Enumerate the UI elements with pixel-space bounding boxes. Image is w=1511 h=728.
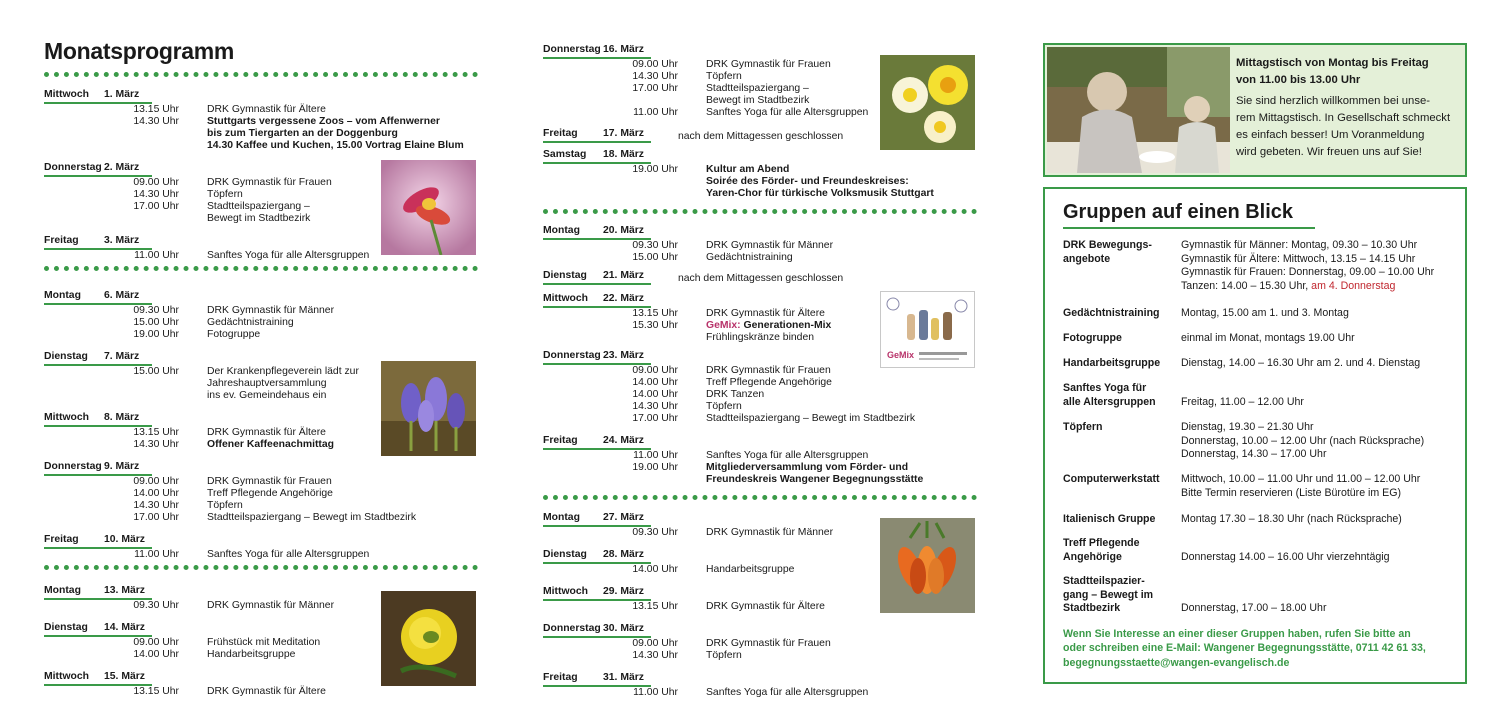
event-row <box>44 317 480 329</box>
event-time: 09.00 Uhr <box>133 177 179 188</box>
event-time: 17.00 Uhr <box>632 83 678 94</box>
date: 23. März <box>603 350 645 361</box>
gruppe-value: Gymnastik für Männer: Montag, 09.30 – 10.30 Uhr Gymnastik für Ältere: Mittwoch, 13.15 – 14.15 Uhr Gymnastik für Frauen: Donnerstag, 09.00 – 10.00 Uhr Tanzen: 14.00 – 15.30 Uhr, <box>1181 239 1435 292</box>
event-text: Gedächtnistraining <box>706 252 793 263</box>
weekday: Freitag <box>44 534 79 545</box>
event-text: DRK Gymnastik für Ältere <box>207 686 326 697</box>
page-title: Monatsprogramm <box>44 38 235 64</box>
event-row <box>543 462 979 486</box>
event-text: Töpfern <box>207 500 243 511</box>
daffodil-photo <box>880 55 975 150</box>
date: 8. März <box>104 412 140 423</box>
gruppe-value: Donnerstag 14.00 – 16.00 Uhr vierzehntägig <box>1181 550 1390 563</box>
event-time: 13.15 Uhr <box>632 308 678 319</box>
event-time: 14.00 Uhr <box>133 649 179 660</box>
weekday: Donnerstag <box>543 44 601 55</box>
event-text: Treff Pflegende Angehörige <box>706 377 832 388</box>
event-row <box>44 549 480 561</box>
event-time: 15.00 Uhr <box>133 317 179 328</box>
day-entry <box>543 225 979 264</box>
gruppe-row <box>1063 473 1463 500</box>
event-time: 09.30 Uhr <box>133 600 179 611</box>
weekday: Donnerstag <box>543 350 601 361</box>
weekday: Montag <box>44 290 81 301</box>
day-entry <box>44 461 480 524</box>
event-time: 14.30 Uhr <box>133 189 179 200</box>
weekday: Dienstag <box>543 549 587 560</box>
event-row <box>44 476 480 488</box>
gruppe-row <box>1063 332 1463 346</box>
gruppe-label: Töpfern <box>1063 421 1103 433</box>
event-row <box>44 305 480 317</box>
weekday: Freitag <box>543 435 578 446</box>
event-text: Generationen-Mix <box>740 320 832 331</box>
event-time: 15.00 Uhr <box>632 252 678 263</box>
event-time: 14.00 Uhr <box>632 564 678 575</box>
event-text: Stadtteilspaziergang – Bewegt im Stadtbezirk <box>706 83 810 106</box>
event-row <box>543 377 979 389</box>
event-time: 09.00 Uhr <box>632 638 678 649</box>
event-time: 09.30 Uhr <box>632 240 678 251</box>
weekday: Mittwoch <box>44 412 90 423</box>
weekday: Samstag <box>543 149 587 160</box>
event-text: Der Krankenpflegeverein lädt zur Jahreshauptversammlung ins ev. Gemeindehaus ein <box>207 366 359 401</box>
event-time: 14.30 Uhr <box>632 401 678 412</box>
event-time: 19.00 Uhr <box>133 329 179 340</box>
event-row <box>543 687 979 699</box>
event-row <box>543 164 979 200</box>
gruppe-row <box>1063 307 1463 321</box>
date: 18. März <box>603 149 645 160</box>
gruppe-value: Mittwoch, 10.00 – 11.00 Uhr und 11.00 – 12.00 Uhr Bitte Termin reservieren (Liste Bürotüre im EG) <box>1181 473 1421 499</box>
event-text: Töpfern <box>706 401 742 412</box>
event-row <box>44 686 480 698</box>
gruppe-value: Dienstag, 14.00 – 16.30 Uhr am 2. und 4. Dienstag <box>1181 357 1421 369</box>
weekday: Freitag <box>44 235 79 246</box>
event-time: 11.00 Uhr <box>633 107 678 118</box>
event-text: Töpfern <box>207 189 243 200</box>
event-time: 13.15 Uhr <box>133 427 179 438</box>
divider-dots <box>543 495 977 500</box>
date: 21. März <box>603 270 645 281</box>
event-time: 11.00 Uhr <box>134 549 179 560</box>
event-time: 13.15 Uhr <box>632 601 678 612</box>
event-text: Kultur am Abend Soirée des Förder- und Freundeskreises: Yaren-Chor für türkische Volksmusik Stuttgart <box>706 164 934 199</box>
date: 9. März <box>104 461 140 472</box>
weekday: Dienstag <box>543 270 587 281</box>
mittagstisch-photo <box>1047 47 1230 173</box>
weekday: Mittwoch <box>543 586 589 597</box>
event-row <box>44 104 480 116</box>
day-entry <box>543 149 979 200</box>
date: 3. März <box>104 235 140 246</box>
event-time: 09.00 Uhr <box>632 365 678 376</box>
mittagstisch-heading: Mittagstisch von Montag bis Freitag von 11.00 bis 13.00 Uhr <box>1236 57 1429 86</box>
gruppe-label: Computerwerkstatt <box>1063 473 1160 485</box>
gruppe-row <box>1063 357 1463 371</box>
gruppe-row <box>1063 537 1463 564</box>
event-text: Handarbeitsgruppe <box>706 564 795 575</box>
event-text: Offener Kaffeenachmittag <box>207 439 335 450</box>
date: 29. März <box>603 586 645 597</box>
event-text: DRK Gymnastik für Ältere <box>207 104 326 115</box>
divider-dots <box>44 72 478 77</box>
event-time: 14.30 Uhr <box>133 116 179 127</box>
event-time: 09.30 Uhr <box>632 527 678 538</box>
event-text: Fotogruppe <box>207 329 261 340</box>
weekday: Montag <box>543 225 580 236</box>
mittagstisch-body: Sie sind herzlich willkommen bei unse- rem Mittagstisch. In Gesellschaft schmeckt es einfach besser! Um Voranmeldung wird gebeten. Wir freuen uns auf Sie! <box>1236 95 1451 158</box>
date: 16. März <box>603 44 645 55</box>
event-row <box>543 389 979 401</box>
event-text: DRK Gymnastik für Frauen <box>706 59 831 70</box>
event-text: DRK Gymnastik für Frauen <box>706 365 831 376</box>
weekday: Montag <box>44 585 81 596</box>
crocus-photo <box>381 361 476 456</box>
event-time: 11.00 Uhr <box>633 450 678 461</box>
event-time: 19.00 Uhr <box>632 164 678 175</box>
event-text: Sanftes Yoga für alle Altersgruppen <box>207 250 370 261</box>
event-time: 09.00 Uhr <box>133 476 179 487</box>
event-time: 19.00 Uhr <box>632 462 678 473</box>
gruppe-label: Fotogruppe <box>1063 332 1122 344</box>
event-row <box>44 512 480 524</box>
event-row <box>543 650 979 662</box>
day-entry <box>543 672 979 699</box>
date: 27. März <box>603 512 645 523</box>
gruppe-label: Sanftes Yoga für alle Altersgruppen <box>1063 382 1156 408</box>
event-text: DRK Gymnastik für Männer <box>207 600 335 611</box>
weekday: Dienstag <box>44 622 88 633</box>
divider-dots <box>44 565 478 570</box>
event-time: 15.30 Uhr <box>632 320 678 331</box>
event-time: 14.30 Uhr <box>632 71 678 82</box>
date: 14. März <box>104 622 146 633</box>
mittagstisch-panel <box>1043 43 1467 177</box>
day-entry <box>543 149 979 200</box>
event-text: Sanftes Yoga für alle Altersgruppen <box>207 549 370 560</box>
event-text: DRK Gymnastik für Männer <box>706 527 834 538</box>
gruppe-row <box>1063 421 1463 462</box>
date: 10. März <box>104 534 146 545</box>
contact-text: Wenn Sie Interesse an einer dieser Gruppen haben, rufen Sie bitte an oder schreiben eine E-Mail: Wangener Begegnungsstätte, 0711 42 61 33, begegnungsstaette@wangen-evangelisch.de <box>1063 628 1426 669</box>
event-text: Stadtteilspaziergang – Bewegt im Stadtbezirk <box>706 413 916 424</box>
day-entry <box>543 623 979 662</box>
event-text: Frühstück mit Meditation <box>207 637 321 648</box>
gruppe-label: Gedächtnistraining <box>1063 307 1160 319</box>
weekday: Dienstag <box>44 351 88 362</box>
event-text: DRK Gymnastik für Ältere <box>706 601 825 612</box>
closed-note: nach dem Mittagessen geschlossen <box>678 273 844 284</box>
date: 2. März <box>104 162 140 173</box>
day-entry <box>44 89 480 152</box>
weekday: Donnerstag <box>44 162 102 173</box>
event-text: Sanftes Yoga für alle Altersgruppen <box>706 687 869 698</box>
weekday: Donnerstag <box>44 461 102 472</box>
gruppe-value: Dienstag, 19.30 – 21.30 Uhr Donnerstag, 10.00 – 12.00 Uhr (nach Rücksprache) Donnerstag, 14.30 – 17.00 Uhr <box>1181 421 1425 461</box>
gruppe-label: Stadtteilspazier- gang – Bewegt im Stadtbezirk <box>1063 575 1154 615</box>
event-row <box>44 488 480 500</box>
gruppe-value: einmal im Monat, montags 19.00 Uhr <box>1181 332 1355 344</box>
gruppe-label: Italienisch Gruppe <box>1063 513 1156 525</box>
event-row <box>543 450 979 462</box>
event-text: Frühlingskränze binden <box>706 332 815 343</box>
date: 13. März <box>104 585 146 596</box>
gruppe-value: Donnerstag, 17.00 – 18.00 Uhr <box>1181 602 1327 615</box>
event-time: 14.00 Uhr <box>632 377 678 388</box>
date: 30. März <box>603 623 645 634</box>
date: 6. März <box>104 290 140 301</box>
day-entry <box>543 435 979 486</box>
event-time: 14.00 Uhr <box>133 488 179 499</box>
event-text: DRK Gymnastik für Ältere <box>207 427 326 438</box>
event-time: 14.30 Uhr <box>632 650 678 661</box>
date: 15. März <box>104 671 146 682</box>
gruppe-label: Handarbeitsgruppe <box>1063 357 1161 369</box>
event-text: Töpfern <box>706 650 742 661</box>
title-underline <box>1063 227 1315 229</box>
gruppe-value: Montag, 15.00 am 1. und 3. Montag <box>1181 307 1349 319</box>
date: 7. März <box>104 351 140 362</box>
mittagstisch-text <box>1236 55 1461 161</box>
date: 17. März <box>603 128 645 139</box>
gemix-label: GeMix: <box>706 320 741 331</box>
event-text: DRK Gymnastik für Frauen <box>706 638 831 649</box>
gruppe-row <box>1063 239 1463 293</box>
gruppe-highlight: am 4. Donnerstag <box>1311 279 1396 292</box>
event-time: 11.00 Uhr <box>134 250 179 261</box>
event-row <box>543 638 979 650</box>
event-text: DRK Gymnastik für Ältere <box>706 308 825 319</box>
event-text: Gedächtnistraining <box>207 317 294 328</box>
weekday: Freitag <box>543 672 578 683</box>
event-row <box>543 413 979 425</box>
gruppen-title: Gruppen auf einen Blick <box>1063 201 1294 223</box>
day-entry <box>44 290 480 341</box>
event-time: 09.00 Uhr <box>632 59 678 70</box>
flower-photo-pink <box>381 160 476 255</box>
day-entry <box>543 270 979 285</box>
event-text: DRK Gymnastik für Männer <box>706 240 834 251</box>
gruppe-row <box>1063 513 1463 527</box>
event-text: DRK Gymnastik für Männer <box>207 305 335 316</box>
weekday: Mittwoch <box>44 671 90 682</box>
event-time: 11.00 Uhr <box>633 687 678 698</box>
date: 22. März <box>603 293 645 304</box>
event-time: 14.00 Uhr <box>632 389 678 400</box>
event-text: Stuttgarts vergessene Zoos – vom Affenwerner bis zum Tiergarten an der Doggenburg 14.30 Kaffee und Kuchen, 15.00 Vortrag Elaine Blum <box>207 116 464 151</box>
event-text: Sanftes Yoga für alle Altersgruppen <box>706 107 869 118</box>
event-text: Stadtteilspaziergang – Bewegt im Stadtbezirk <box>207 201 311 224</box>
event-row <box>543 401 979 413</box>
event-row <box>543 252 979 264</box>
event-time: 17.00 Uhr <box>133 512 179 523</box>
event-time: 14.30 Uhr <box>133 500 179 511</box>
weekday: Freitag <box>543 128 578 139</box>
divider-dots <box>44 266 478 271</box>
svg-text:GeMix: GeMix <box>887 350 915 360</box>
event-time: 09.00 Uhr <box>133 637 179 648</box>
event-row <box>44 329 480 341</box>
weekday: Mittwoch <box>543 293 589 304</box>
event-row <box>543 240 979 252</box>
closed-note: nach dem Mittagessen geschlossen <box>678 131 844 142</box>
event-time: 14.30 Uhr <box>133 439 179 450</box>
event-text: DRK Tanzen <box>706 389 765 400</box>
event-text: Treff Pflegende Angehörige <box>207 488 333 499</box>
event-time: 17.00 Uhr <box>632 413 678 424</box>
gruppe-row <box>1063 575 1463 616</box>
event-time: 15.00 Uhr <box>133 366 179 377</box>
event-time: 13.15 Uhr <box>133 104 179 115</box>
gruppen-panel <box>1043 187 1467 684</box>
event-text: Handarbeitsgruppe <box>207 649 296 660</box>
date: 20. März <box>603 225 645 236</box>
event-text: DRK Gymnastik für Frauen <box>207 177 332 188</box>
date: 24. März <box>603 435 645 446</box>
day-entry <box>543 225 979 264</box>
event-text: Töpfern <box>706 71 742 82</box>
event-time: 09.30 Uhr <box>133 305 179 316</box>
event-text: Sanftes Yoga für alle Altersgruppen <box>706 450 869 461</box>
gemix-logo <box>880 291 975 368</box>
fritillaria-photo <box>880 518 975 613</box>
event-row <box>44 500 480 512</box>
gruppe-label: Treff Pflegende Angehörige <box>1063 537 1140 563</box>
date: 28. März <box>603 549 645 560</box>
gruppe-label: DRK Bewegungs- angebote <box>1063 239 1152 265</box>
event-text: Mitgliederversammlung vom Förder- und Freundeskreis Wangener Begegnungsstätte <box>706 462 924 485</box>
divider-dots <box>543 209 977 214</box>
event-text: DRK Gymnastik für Frauen <box>207 476 332 487</box>
weekday: Donnerstag <box>543 623 601 634</box>
event-row <box>44 116 480 152</box>
event-time: 17.00 Uhr <box>133 201 179 212</box>
day-entry <box>543 435 979 486</box>
day-entry <box>44 534 480 561</box>
yellow-flower-photo <box>381 591 476 686</box>
gruppe-value: Freitag, 11.00 – 12.00 Uhr <box>1181 395 1304 408</box>
gruppe-value: Montag 17.30 – 18.30 Uhr (nach Rücksprache) <box>1181 513 1402 525</box>
event-text: Stadtteilspaziergang – Bewegt im Stadtbezirk <box>207 512 417 523</box>
event-time: 13.15 Uhr <box>133 686 179 697</box>
date: 1. März <box>104 89 140 100</box>
gruppe-row <box>1063 382 1463 409</box>
date: 31. März <box>603 672 645 683</box>
weekday: Montag <box>543 512 580 523</box>
weekday: Mittwoch <box>44 89 90 100</box>
